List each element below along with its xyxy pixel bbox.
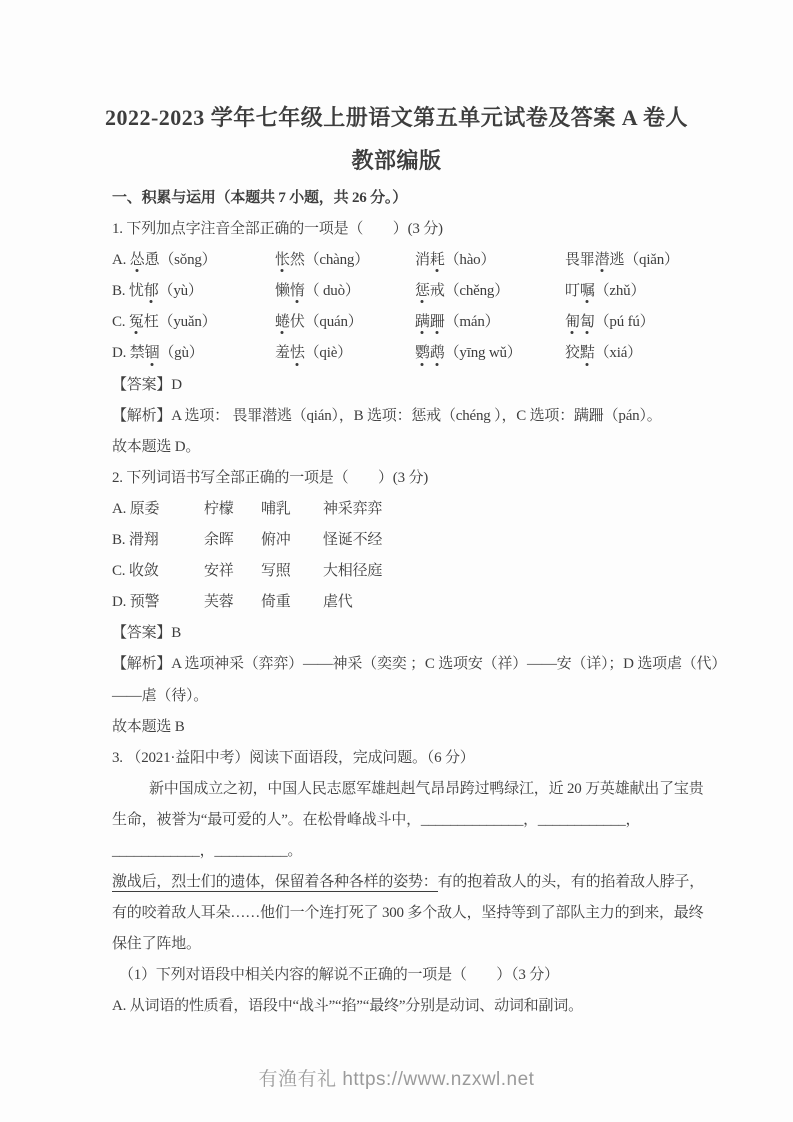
option-cell: 鹦鹉（yīng wǔ） — [415, 338, 565, 369]
q2-stem: 2. 下列词语书写全部正确的一项是（ ）(3 分) — [112, 469, 429, 486]
option-cell: 惩戒（chěng） — [415, 276, 565, 307]
q1-option-row-a — [112, 245, 678, 276]
option-cell: 大相径庭 — [323, 563, 383, 580]
option-cell: C. 冤枉（yuǎn） — [112, 307, 275, 338]
q3-paragraph-line-6: 保住了阵地。 — [112, 936, 201, 953]
option-cell: 余晖 — [204, 532, 234, 549]
option-cell: B. 滑翔 — [112, 532, 159, 549]
q3-sub1-option-a: A. 从词语的性质看，语段中“战斗”“掐”“最终”分别是动词、动词和副词。 — [112, 998, 583, 1015]
option-cell: C. 收敛 — [112, 563, 159, 580]
document-body — [112, 183, 727, 1023]
q2-option-row-b — [112, 525, 678, 556]
option-cell: 神采弈弈 — [323, 500, 383, 517]
title-line-1: 2022-2023 学年七年级上册语文第五单元试卷及答案 A 卷人 — [104, 105, 688, 130]
option-cell: 懒惰（ duò） — [275, 276, 415, 307]
q3-paragraph-line-5: 有的咬着敌人耳朵……他们一个连打死了 300 多个敌人，坚持等到了部队主力的到来，最终 — [112, 905, 704, 922]
section-heading: 一、积累与运用（本题共 7 小题，共 26 分。） — [112, 190, 408, 206]
q3-sub1-stem: （1）下列对语段中相关内容的解说不正确的一项是（ ）（3 分） — [119, 967, 559, 984]
q2-analysis-line-1: 【解析】A 选项神采（弈弈）——神采（奕奕 ；C 选项安（祥）——安（详）；D 选项虐（代） — [112, 656, 727, 673]
q3-paragraph-line-2: 生命，被誉为“最可爱的人”。在松骨峰战斗中，______________，____________， — [112, 811, 641, 828]
q3-paragraph-line-4 — [112, 867, 705, 898]
q2-option-row-c — [112, 556, 678, 587]
option-cell: A. 原委 — [112, 500, 160, 517]
option-cell: B. 忧郁（yù） — [112, 276, 275, 307]
option-cell: 怪诞不经 — [323, 532, 383, 549]
option-cell: D. 禁锢（gù） — [112, 338, 275, 369]
page-title — [0, 96, 793, 182]
option-cell: 消耗（hào） — [415, 245, 565, 276]
q1-option-row-d — [112, 338, 678, 369]
title-line-2: 教部编版 — [351, 148, 442, 173]
option-cell: 蹒跚（mán） — [415, 307, 565, 338]
q1-option-row-b — [112, 276, 678, 307]
option-cell: 倚重 — [261, 594, 291, 611]
q2-option-row-a — [112, 494, 678, 525]
q2-conclusion: 故本题选 B — [112, 718, 185, 735]
q1-conclusion: 故本题选 D。 — [112, 438, 201, 455]
q3-paragraph-line-3: ____________，__________。 — [112, 842, 303, 859]
q2-analysis-line-2: ——虐（待）。 — [112, 687, 209, 704]
option-cell: 俯冲 — [261, 532, 291, 549]
q2-answer: 【答案】B — [112, 625, 182, 642]
q3-paragraph-line-4-rest: 有的抱着敌人的头，有的掐着敌人脖子， — [437, 874, 705, 891]
q1-stem: 1. 下列加点字注音全部正确的一项是（ ）(3 分) — [112, 221, 443, 238]
q1-option-row-c — [112, 307, 678, 338]
option-cell: A. 怂恿（sǒng） — [112, 245, 275, 276]
option-cell: 柠檬 — [204, 500, 234, 517]
option-cell: 芙蓉 — [204, 594, 234, 611]
option-cell: D. 预警 — [112, 594, 160, 611]
option-cell: 畏罪潜逃（qiǎn） — [565, 245, 679, 276]
option-cell: 安祥 — [204, 563, 234, 580]
option-cell: 叮嘱（zhǔ） — [565, 276, 678, 307]
option-cell: 写照 — [261, 563, 291, 580]
option-cell: 狡黠（xiá） — [565, 338, 678, 369]
option-cell: 哺乳 — [261, 500, 291, 517]
q1-analysis: 【解析】A 选项： 畏罪潜逃（qián），B 选项：惩戒（chéng ），C 选项：蹒跚（pán）。 — [112, 407, 662, 424]
footer-watermark: 有渔有礼 https://www.nzxwl.net — [258, 1069, 535, 1090]
q2-option-row-d — [112, 587, 678, 618]
q1-answer: 【答案】D — [112, 376, 182, 393]
option-cell: 虐代 — [323, 594, 353, 611]
option-cell: 蜷伏（quán） — [275, 307, 415, 338]
q3-stem: 3. （2021·益阳中考）阅读下面语段，完成问题。（6 分） — [112, 749, 475, 766]
q3-underlined-segment: 激战后，烈士们的遗体，保留着各种各样的姿势： — [112, 874, 438, 891]
option-cell: 匍匐（pú fú） — [565, 307, 678, 338]
option-cell: 羞怯（qiè） — [275, 338, 415, 369]
q3-paragraph-line-1: 新中国成立之初，中国人民志愿军雄赳赳气昂昂跨过鸭绿江，近 20 万英雄献出了宝贵 — [149, 780, 704, 797]
option-cell: 怅然（chàng） — [275, 245, 415, 276]
